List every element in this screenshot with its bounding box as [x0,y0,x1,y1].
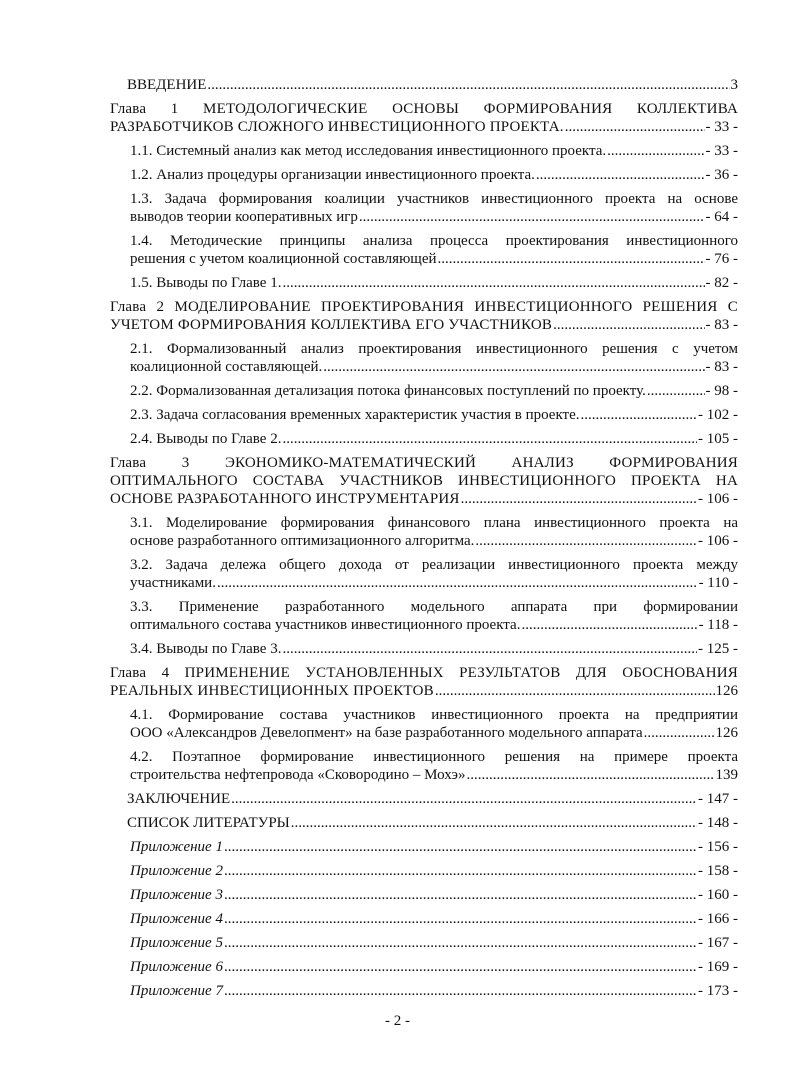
page-number: - 2 - [385,1013,410,1029]
dot-leader [644,724,715,742]
dot-leader [224,982,697,1000]
toc-appendix-entry[interactable] [130,862,738,880]
dot-leader [521,616,697,634]
toc-entry-title: 1.1. Системный анализ как метод исследования инвестиционного проекта. [130,143,607,159]
toc-page-number: - 166 - [698,911,738,927]
toc-appendix-entry[interactable] [130,934,738,952]
toc-entry-text-line: 4.1. Формирование состава участников инвестиционного проекта на предприятии [130,707,738,723]
dot-leader [553,316,704,334]
toc-section-entry[interactable] [130,142,738,160]
toc-entry-text-line: Глава 2 МОДЕЛИРОВАНИЕ ПРОЕКТИРОВАНИЯ ИНВЕСТИЦИОННОГО РЕШЕНИЯ С [110,299,738,315]
toc-page-number: - 83 - [705,359,738,375]
toc-entry-text-line: 3.1. Моделирование формирования финансового плана инвестиционного проекта на [130,515,738,531]
dot-leader [282,274,704,292]
toc-page-number: 126 [715,683,738,699]
toc-entry-title: Приложение 4 [130,911,223,927]
toc-page-number: - 158 - [698,863,738,879]
toc-entry-title: Приложение 5 [130,935,223,951]
toc-entry-title: 2.4. Выводы по Главе 2. [130,431,282,447]
dot-leader [565,118,705,136]
dot-leader [581,406,697,424]
toc-appendix-entry[interactable] [130,886,738,904]
dot-leader [224,958,697,976]
toc-section-entry[interactable] [130,406,738,424]
toc-page-number: - 98 - [705,383,738,399]
toc-entry-text-line: Глава 3 ЭКОНОМИКО-МАТЕМАТИЧЕСКИЙ АНАЛИЗ ФОРМИРОВАНИЯ [110,455,738,471]
toc-page-number: - 156 - [698,839,738,855]
dot-leader [231,790,697,808]
toc-entry-title: 1.2. Анализ процедуры организации инвестиционного проекта. [130,167,535,183]
toc-page-number: 126 [715,725,738,741]
toc-entry-title: решения с учетом коалиционной составляющей [130,251,437,267]
toc-page-number: 3 [730,77,738,93]
toc-section-entry[interactable] [130,274,738,292]
dot-leader [224,862,697,880]
toc-entry-title: основе разработанного оптимизационного алгоритма. [130,533,475,549]
toc-page-number: - 33 - [705,143,738,159]
toc-entry[interactable] [127,76,738,94]
toc-chapter-entry[interactable] [110,664,738,700]
dot-leader [207,76,729,94]
toc-entry-title: РАЗРАБОТЧИКОВ СЛОЖНОГО ИНВЕСТИЦИОННОГО ПРОЕКТА. [110,119,564,135]
toc-section-entry[interactable] [130,190,738,226]
toc-entry-title: ЗАКЛЮЧЕНИЕ [127,791,231,807]
dot-leader [217,574,698,592]
toc-entry-title: Приложение 3 [130,887,223,903]
dot-leader [607,142,704,160]
dot-leader [461,490,697,508]
toc-entry-text-line: Глава 4 ПРИМЕНЕНИЕ УСТАНОВЛЕННЫХ РЕЗУЛЬТАТОВ ДЛЯ ОБОСНОВАНИЯ [110,665,738,681]
toc-section-entry[interactable] [130,748,738,784]
toc-page-number: - 110 - [698,575,738,591]
toc-entry-title: ООО «Александров Девелопмент» на базе разработанного модельного аппарата [130,725,643,741]
toc-appendix-entry[interactable] [130,838,738,856]
toc-entry-title: УЧЕТОМ ФОРМИРОВАНИЯ КОЛЛЕКТИВА ЕГО УЧАСТНИКОВ [110,317,553,333]
toc-appendix-entry[interactable] [130,982,738,1000]
toc-entry-title: Приложение 7 [130,983,223,999]
dot-leader [536,166,705,184]
toc-chapter-entry[interactable] [110,454,738,508]
dot-leader [435,682,715,700]
toc-page-number: - 147 - [698,791,738,807]
toc-entry-text-line: 1.4. Методические принципы анализа процесса проектирования инвестиционного [130,233,738,249]
toc-section-entry[interactable] [130,340,738,376]
toc-page-number: - 64 - [705,209,738,225]
toc-page-number: - 83 - [705,317,738,333]
toc-section-entry[interactable] [130,706,738,742]
toc-section-entry[interactable] [130,430,738,448]
toc-page-number: - 106 - [698,491,738,507]
toc-entry-text-line: 3.2. Задача дележа общего дохода от реализации инвестиционного проекта между [130,557,738,573]
toc-page-number: - 102 - [698,407,738,423]
toc-page-number: - 148 - [698,815,738,831]
toc-entry[interactable] [127,790,738,808]
dot-leader [282,430,697,448]
toc-entry-title: коалиционной составляющей. [130,359,323,375]
toc-entry-title: 1.5. Выводы по Главе 1. [130,275,282,291]
toc-entry-title: Приложение 6 [130,959,223,975]
toc-entry-title: 2.2. Формализованная детализация потока финансовых поступлений по проекту. [130,383,646,399]
toc-page-number: - 33 - [705,119,738,135]
toc-entry-title: РЕАЛЬНЫХ ИНВЕСТИЦИОННЫХ ПРОЕКТОВ [110,683,434,699]
dot-leader [359,208,705,226]
toc-page-number: - 125 - [698,641,738,657]
toc-section-entry[interactable] [130,382,738,400]
toc-section-entry[interactable] [130,598,738,634]
toc-entry-title: 2.3. Задача согласования временных характеристик участия в проекте. [130,407,580,423]
dot-leader [323,358,704,376]
toc-entry-title: 3.4. Выводы по Главе 3. [130,641,282,657]
toc-page-number: - 105 - [698,431,738,447]
toc-page-number: 139 [715,767,738,783]
toc-entry-title: ВВЕДЕНИЕ [127,77,207,93]
toc-entry-text-line: Глава 1 МЕТОДОЛОГИЧЕСКИЕ ОСНОВЫ ФОРМИРОВАНИЯ КОЛЛЕКТИВА [110,101,738,117]
toc-page-number: - 173 - [698,983,738,999]
toc-entry-text-line: 3.3. Применение разработанного модельного аппарата при формировании [130,599,738,615]
toc-section-entry[interactable] [130,640,738,658]
toc-entry-title: Приложение 1 [130,839,223,855]
toc-appendix-entry[interactable] [130,910,738,928]
toc-page-number: - 118 - [698,617,738,633]
toc-section-entry[interactable] [130,232,738,268]
dot-leader [282,640,697,658]
toc-page-number: - 167 - [698,935,738,951]
toc-entry-text-line: 4.2. Поэтапное формирование инвестиционного решения на примере проекта [130,749,738,765]
dot-leader [438,250,705,268]
toc-chapter-entry[interactable] [110,100,738,136]
toc-entry-title: выводов теории кооперативных игр [130,209,358,225]
dot-leader [291,814,697,832]
dot-leader [647,382,705,400]
toc-entry-text-line: 1.3. Задача формирования коалиции участников инвестиционного проекта на основе [130,191,738,207]
toc-entry-title: Приложение 2 [130,863,223,879]
toc-page-number: - 106 - [698,533,738,549]
toc-page-number: - 160 - [698,887,738,903]
toc-page-number: - 36 - [705,167,738,183]
toc-entry-title: оптимального состава участников инвестиционного проекта. [130,617,521,633]
toc-entry-title: СПИСОК ЛИТЕРАТУРЫ [127,815,290,831]
toc-entry-text-line: 2.1. Формализованный анализ проектирования инвестиционного решения с учетом [130,341,738,357]
toc-entry-title: ОСНОВЕ РАЗРАБОТАННОГО ИНСТРУМЕНТАРИЯ [110,491,460,507]
dot-leader [224,886,697,904]
dot-leader [224,934,697,952]
toc-entry[interactable] [127,814,738,832]
toc-appendix-entry[interactable] [130,958,738,976]
toc-section-entry[interactable] [130,166,738,184]
toc-page-number: - 169 - [698,959,738,975]
toc-chapter-entry[interactable] [110,298,738,334]
dot-leader [224,910,697,928]
toc-entry-text-line: ОПТИМАЛЬНОГО СОСТАВА УЧАСТНИКОВ ИНВЕСТИЦИОННОГО ПРОЕКТА НА [110,473,738,489]
toc-entry-title: участниками. [130,575,216,591]
table-of-contents [110,76,738,1006]
dot-leader [224,838,697,856]
toc-section-entry[interactable] [130,556,738,592]
toc-entry-title: строительства нефтепровода «Сковородино – Мохэ» [130,767,466,783]
toc-page-number: - 76 - [705,251,738,267]
toc-section-entry[interactable] [130,514,738,550]
dot-leader [466,766,714,784]
dot-leader [475,532,697,550]
toc-page-number: - 82 - [705,275,738,291]
